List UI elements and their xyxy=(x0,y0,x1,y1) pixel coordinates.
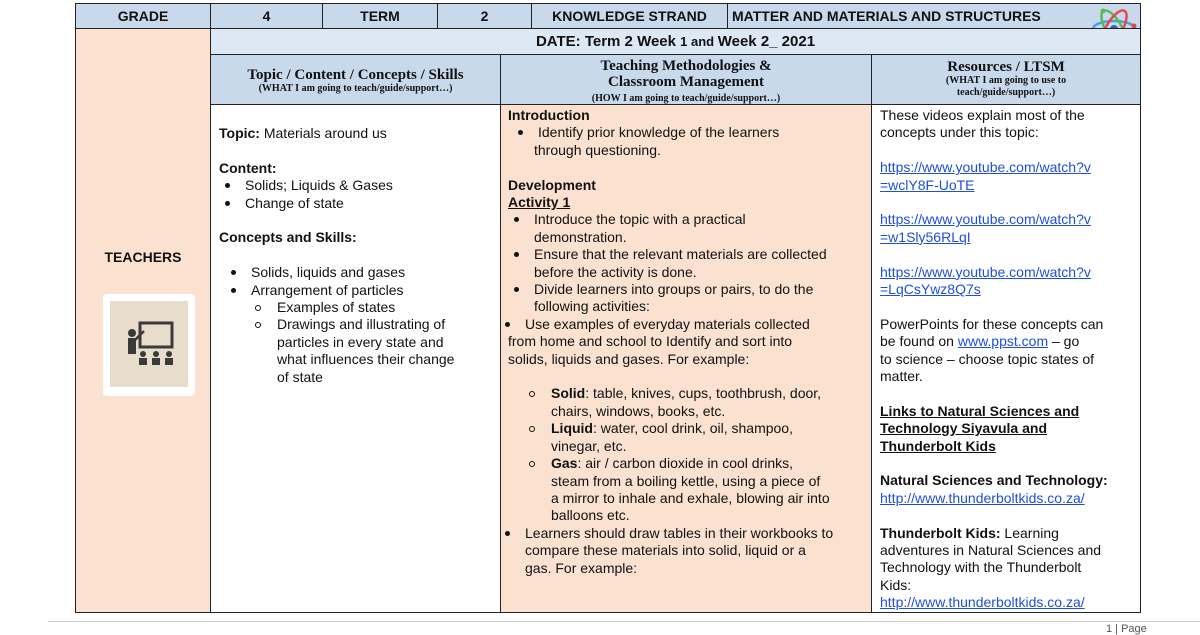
method-bullet-line: demonstration. xyxy=(534,228,627,245)
intro-item xyxy=(508,124,870,159)
resources-header-title: Resources / LTSM xyxy=(947,59,1065,75)
use-line: solids, liquids and gases. For example: xyxy=(508,350,750,367)
method-bullet-line: Introduce the topic with a practical xyxy=(534,211,746,228)
use-line: from home and school to Identify and sort into xyxy=(508,333,793,350)
topic-text xyxy=(219,125,499,386)
resources-intro-line: These videos explain most of the xyxy=(880,107,1085,123)
tk-line: Kids: xyxy=(880,576,912,593)
intro-line: Identify prior knowledge of the learners xyxy=(538,124,780,141)
dev-label: Development xyxy=(508,176,596,193)
tables-line: gas. For example: xyxy=(525,559,638,576)
resources-header-sub-1: (WHAT I am going to use to xyxy=(945,75,1067,86)
intro-label: Introduction xyxy=(508,107,590,123)
topic-text-value: Materials around us xyxy=(259,125,387,141)
tk-line: adventures in Natural Sciences and xyxy=(880,542,1102,559)
topic-header-title: Topic / Content / Concepts / Skills xyxy=(247,67,464,83)
date-week-1: 1 xyxy=(680,34,688,49)
teacher-icon-bg xyxy=(110,301,188,387)
content-label: Content: xyxy=(219,159,277,176)
liquid-line: vinegar, etc. xyxy=(551,437,627,454)
skills-item xyxy=(219,282,499,299)
skills-label: Concepts and Skills: xyxy=(219,229,357,246)
skills-item xyxy=(219,264,499,281)
tables-item xyxy=(508,525,870,577)
sub-item-line: particles in every state and xyxy=(277,333,444,350)
ppt-post: – go xyxy=(1048,333,1080,350)
sub-item-text: Examples of states xyxy=(277,299,396,316)
ppst-link[interactable]: www.ppst.com xyxy=(957,333,1049,350)
teachers-label: TEACHERS xyxy=(104,249,182,265)
teacher-icon xyxy=(110,301,188,387)
skills-item-text: Solids, liquids and gases xyxy=(251,264,406,281)
topic-label: Topic: xyxy=(219,125,260,141)
strand-value: MATTER AND MATERIALS AND STRUCTURES xyxy=(732,8,1041,24)
ns-label: Natural Sciences and Technology: xyxy=(880,472,1108,489)
resources-body xyxy=(871,104,1141,613)
liquid-label: Liquid xyxy=(551,420,593,437)
sub-item-line: what influences their change xyxy=(277,351,455,368)
method-header-sub: (HOW I am going to teach/guide/support…) xyxy=(591,93,781,104)
teachers-column xyxy=(75,28,211,613)
video-link-2[interactable]: https://www.youtube.com/watch?v xyxy=(880,211,1091,228)
tables-line: compare these materials into solid, liquid or a xyxy=(525,542,806,559)
method-header-title-1: Teaching Methodologies & xyxy=(600,58,772,74)
intro-line: through questioning. xyxy=(534,141,661,158)
grade-value-cell xyxy=(210,3,323,29)
topic-column-header xyxy=(210,54,501,105)
links-heading: Technology Siyavula and xyxy=(880,420,1048,437)
gas-line: steam from a boiling kettle, using a piece of xyxy=(551,472,821,489)
date-row xyxy=(210,28,1141,55)
gas-line: a mirror to inhale and exhale, blowing air into xyxy=(551,489,830,506)
term-label-cell xyxy=(322,3,438,29)
tk-label: Thunderbolt Kids: xyxy=(880,524,1001,541)
ppt-line: PowerPoints for these concepts can xyxy=(880,315,1104,332)
method-bullet-line: before the activity is done. xyxy=(534,263,697,280)
date-and: and xyxy=(687,34,718,49)
ppt-line: matter. xyxy=(880,368,923,385)
date-prefix: DATE: Term 2 Week xyxy=(535,33,681,50)
date-week-2: Week 2_ 2021 xyxy=(717,33,816,50)
method-bullet-line: Ensure that the relevant materials are collected xyxy=(534,246,827,263)
strand-label: KNOWLEDGE STRAND xyxy=(552,8,707,24)
activity-label: Activity 1 xyxy=(508,194,571,211)
sub-item xyxy=(219,299,499,316)
method-bullet xyxy=(508,246,870,281)
sub-item-line: of state xyxy=(277,368,323,385)
video-link-1-cont[interactable]: =wclY8F-UoTE xyxy=(880,176,975,193)
page-footer: 1 | Page xyxy=(1106,623,1147,635)
content-item-text: Solids; Liquids & Gases xyxy=(245,177,393,194)
resources-header-sub-2: teach/guide/support…) xyxy=(956,87,1056,98)
method-text xyxy=(508,107,870,577)
grade-label: GRADE xyxy=(117,8,169,24)
gas-label: Gas xyxy=(551,455,578,472)
ppt-line: to science – choose topic states of xyxy=(880,350,1095,367)
tk-line: Technology with the Thunderbolt xyxy=(880,559,1082,576)
gas-item xyxy=(508,455,870,525)
links-heading: Thunderbolt Kids xyxy=(880,437,996,454)
solid-line: : table, knives, cups, toothbrush, door, xyxy=(585,385,822,402)
content-item-text: Change of state xyxy=(245,194,344,211)
method-column-header xyxy=(500,54,872,105)
method-bullet-line: Divide learners into groups or pairs, to do the xyxy=(534,281,814,298)
term-label: TERM xyxy=(360,8,400,24)
content-item xyxy=(219,195,499,212)
gas-line: : air / carbon dioxide in cool drinks, xyxy=(577,455,794,472)
resources-intro-line: concepts under this topic: xyxy=(880,124,1039,141)
use-line: Use examples of everyday materials collected xyxy=(525,315,810,332)
gas-line: balloons etc. xyxy=(551,507,630,524)
term-value: 2 xyxy=(480,8,489,24)
grade-label-cell xyxy=(75,3,211,29)
solid-label: Solid xyxy=(551,385,586,402)
grade-value: 4 xyxy=(262,8,271,24)
method-header-title-2: Classroom Management xyxy=(608,74,764,90)
sub-item xyxy=(219,316,499,386)
video-link-3-cont[interactable]: =LqCsYwz8Q7s xyxy=(880,281,981,298)
content-item xyxy=(219,177,499,194)
sub-item-line: Drawings and illustrating of xyxy=(277,316,446,333)
resources-column-header xyxy=(871,54,1141,105)
strand-value-cell xyxy=(727,3,1141,29)
links-heading: Links to Natural Sciences and xyxy=(880,402,1080,419)
video-link-1[interactable]: https://www.youtube.com/watch?v xyxy=(880,159,1091,176)
strand-label-cell xyxy=(531,3,728,29)
solid-line: chairs, windows, books, etc. xyxy=(551,402,726,419)
video-link-2-cont[interactable]: =w1Sly56RLqI xyxy=(880,228,971,245)
liquid-item xyxy=(508,420,870,455)
solid-item xyxy=(508,385,870,420)
use-examples-item xyxy=(508,316,870,368)
skills-item-text: Arrangement of particles xyxy=(251,281,404,298)
method-bullet xyxy=(508,211,870,246)
ns-link[interactable]: http://www.thunderboltkids.co.za/ xyxy=(880,489,1085,506)
resources-text xyxy=(880,107,1140,612)
video-link-3[interactable]: https://www.youtube.com/watch?v xyxy=(880,263,1091,280)
topic-body xyxy=(210,104,501,613)
tk-line: Learning xyxy=(1000,524,1059,541)
footer-rule xyxy=(48,621,1200,622)
teacher-icon-card xyxy=(103,294,195,396)
method-bullet xyxy=(508,281,870,316)
liquid-line: : water, cool drink, oil, shampoo, xyxy=(593,420,793,437)
topic-header-sub: (WHAT I am going to teach/guide/support…) xyxy=(258,83,453,94)
tk-link[interactable]: http://www.thunderboltkids.co.za/ xyxy=(880,594,1085,611)
tables-line: Learners should draw tables in their workbooks to xyxy=(525,524,834,541)
method-body xyxy=(500,104,872,613)
term-value-cell xyxy=(437,3,532,29)
ppt-pre: be found on xyxy=(880,333,958,350)
method-bullet-line: following activities: xyxy=(534,298,650,315)
